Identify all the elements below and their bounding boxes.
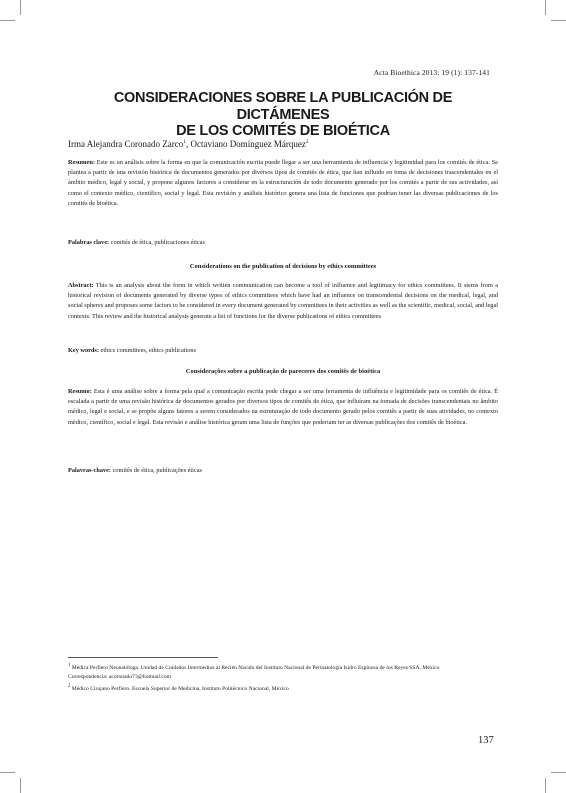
keywords-label: Palabras clave: bbox=[68, 239, 110, 246]
crop-mark bbox=[545, 778, 546, 793]
crop-mark bbox=[551, 20, 566, 21]
author-separator: , bbox=[185, 139, 191, 149]
abstract-text: Esta é uma análise sobre a forma pela qual a comunicação escrita pode chegar a ser uma ferramenta de influência e legitimidade para os comitês de ética. É escalada a partir de uma revisão histórica de documentos gerados por diversos tipos de comitês de ética, que influíram na tomada de decisões transcendentais no âmbito médico, legal e social, e se propõe alguns fatores a serem considerados na estruturação de todo documento gerado pelos comitês a partir de suas atividades, no contexto médico, científico, social e legal. Esta revisão e análise histórica geram uma lista de funções que poderiam ter as diversas publicações dos comitês de bioética. bbox=[68, 388, 498, 426]
footnote-divider bbox=[68, 657, 218, 658]
footnote-text: Médica Perfiero Neonatóloga. Unidad de Cuidados Intermedios al Recién Nacido del Instituto Nacional de Perinatología Isidro Espinosa de los Reyes SSA, México bbox=[70, 664, 440, 671]
portuguese-title: Considerações sobre a publicação de pareceres dos comitês de bioética bbox=[185, 368, 381, 375]
crop-mark bbox=[0, 20, 15, 21]
crop-mark bbox=[551, 772, 566, 773]
english-title: Considerations on the publication of decisions by ethics committees bbox=[189, 263, 377, 270]
footnote-1 bbox=[68, 661, 498, 673]
article-title bbox=[68, 90, 498, 140]
footnote-2 bbox=[68, 682, 498, 694]
keywords-text: comitês de ética, publicações éticas bbox=[111, 467, 202, 474]
title-line: CONSIDERACIONES SOBRE LA PUBLICACIÓN DE DICTÁMENES bbox=[113, 90, 453, 123]
author-affiliation-mark: 2 bbox=[305, 139, 309, 145]
keywords-english bbox=[68, 346, 498, 356]
abstract-english bbox=[68, 281, 498, 322]
keywords-label: Palavras-chave: bbox=[68, 467, 112, 474]
abstract-spanish bbox=[68, 158, 498, 209]
crop-mark bbox=[20, 0, 21, 15]
page-number: 137 bbox=[478, 735, 494, 746]
footnote-mark: 2 bbox=[68, 684, 71, 690]
keywords-spanish bbox=[68, 238, 498, 248]
author-name: Irma Alejandra Coronado Zarco bbox=[68, 139, 184, 149]
crop-mark bbox=[0, 772, 15, 773]
abstract-label: Resumo: bbox=[68, 388, 92, 395]
correspondence: Correspondencia: acoronado73@hotmail.com bbox=[68, 674, 172, 681]
keywords-label: Key words: bbox=[68, 347, 99, 354]
crop-mark bbox=[20, 778, 21, 793]
keywords-portuguese bbox=[68, 466, 498, 476]
title-line: DE LOS COMITÉS DE BIOÉTICA bbox=[176, 123, 390, 139]
journal-reference: Acta Bioethica 2013; 19 (1): 137-141 bbox=[373, 68, 490, 77]
keywords-text: ethics committees, ethics publications bbox=[98, 347, 197, 354]
abstract-portuguese bbox=[68, 387, 498, 428]
author-list bbox=[68, 137, 498, 150]
abstract-text: This is an analysis about the form in which written communication can become a tool of influence and legitimacy for ethics committees. It stems from a historical revision of documents generated by diverse types of ethics committees which have had an influence on transcendental decisions on the medical, legal, and social spheres and proposes some factors to be considered in every document generated by committees in their activities as well as the scientific, medical, social, and legal contexts. This review and the historical analysis generate a list of functions for the diverse publications of ethics committees bbox=[68, 282, 498, 320]
abstract-label: Resumen: bbox=[68, 159, 95, 166]
crop-mark bbox=[545, 0, 546, 15]
footnotes bbox=[68, 661, 498, 695]
abstract-text: Este es un análisis sobre la forma en que la comunicación escrita puede llegar a ser una herramienta de influencia y legitimidad para los comités de ética. Se plantea a partir de una revisión histórica de documentos generados por diversos tipos de comités de ética, que han influido en toma de decisiones trascendentales en el ámbito médico, legal y social, y propone algunos factores a considerar en la estructuración de todo documento generado por los comités a partir de sus actividades, así como el contexto médico, científico, social y legal. Esta revisión y análisis histórico genera una lista de funciones que podrían tener las diversas publicaciones de los comités de bioética. bbox=[68, 159, 498, 207]
abstract-label: Abstract: bbox=[68, 282, 94, 289]
keywords-text: comités de ética, publicaciones éticas bbox=[109, 239, 205, 246]
author-affiliation-mark: 1 bbox=[183, 139, 186, 145]
author-name: Octaviano Domínguez Márquez bbox=[190, 139, 306, 149]
footnote-mark: 1 bbox=[68, 663, 71, 668]
footnote-text: Médico Cirujano Perfiero. Escuela Superior de Medicina, Instituto Politécnico Nacional, México bbox=[70, 686, 289, 693]
